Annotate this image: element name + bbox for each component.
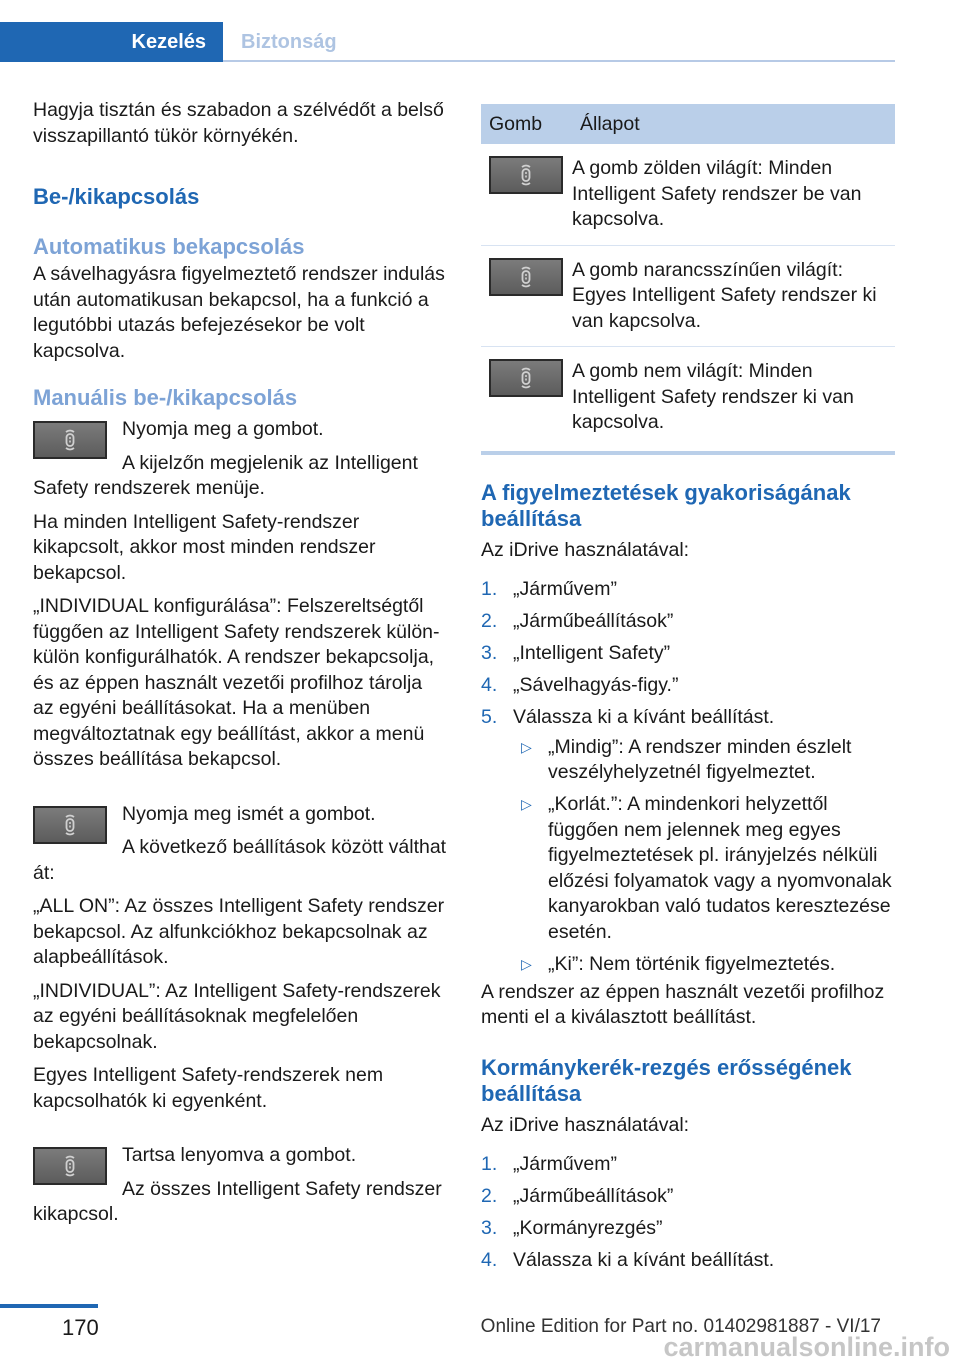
edition-footer: Online Edition for Part no. 01402981887 - VI/17 xyxy=(480,1316,881,1337)
menu-text: A kijelzőn megjelenik az Intelligent Safety rendszerek menüje. xyxy=(33,451,418,499)
vibration-steps xyxy=(481,1152,895,1274)
safety-button-image-2 xyxy=(33,806,107,844)
list-item: 4. Válassza ki a kívánt beállítást. xyxy=(481,1249,775,1271)
safety-button-image-3 xyxy=(33,1147,107,1185)
page-number: 170 xyxy=(62,1315,99,1340)
list-item: 2. „Járműbeállítások” xyxy=(481,610,674,632)
automatic-text: A sávelhagyásra figyelmeztető rendszer indulás után automatikusan bekapcsol, ha a funkció a legutóbbi utazás befejezésekor be volt kapcsolva. xyxy=(33,263,445,362)
safety-icon xyxy=(516,266,536,288)
heading-on-off: Be-/kikapcsolás xyxy=(33,184,200,209)
heading-automatic: Automatikus bekapcsolás xyxy=(33,234,305,259)
list-item: 2. „Járműbeállítások” xyxy=(481,1185,674,1207)
table-header-state: Állapot xyxy=(572,104,895,144)
table-row xyxy=(481,245,895,347)
heading-manual: Manuális be-/kikapcsolás xyxy=(33,385,298,410)
page-number-rule xyxy=(0,1304,98,1308)
safety-icon xyxy=(516,367,536,389)
safety-button-image xyxy=(489,359,563,397)
all-off-text: Az összes Intelligent Safety rendszer kikapcsol. xyxy=(33,1177,442,1225)
all-on-text: Ha minden Intelligent Safety-rendszer kikapcsolt, akkor most minden rendszer bekapcsol. xyxy=(33,510,376,584)
safety-button-image xyxy=(489,156,563,194)
heading-steering-vibration: Kormánykerék-rezgés erősségének beállítása xyxy=(481,1054,852,1106)
list-item: 1. „Járművem” xyxy=(481,578,618,600)
table-row xyxy=(481,347,895,448)
triangle-bullet-icon: ▷ xyxy=(521,796,532,812)
list-item: 5. Válassza ki a kívánt beállítást. ▷ „Mindig”: A rendszer minden észlelt veszélyhelyzetnél figyelmeztet. ▷ „Korlát.”: A mindenkori helyzettől függően nem jelennek meg egyes figyelmeztetések pl. irányjelzés nélküli előzési folyamatok vagy a nyomvonalak kanyarokban való tudatos keresztezése esetén. ▷ „Ki”: Nem történik figyelmeztetés. xyxy=(481,705,895,977)
option-item: ▷ „Ki”: Nem történik figyelmeztetés. xyxy=(513,952,895,978)
left-column xyxy=(33,98,448,1236)
triangle-bullet-icon: ▷ xyxy=(521,955,532,972)
table-header-button: Gomb xyxy=(481,104,572,144)
hold-instruction: Tartsa lenyomva a gombot. xyxy=(122,1144,357,1166)
press-again-instruction: Nyomja meg ismét a gombot. xyxy=(122,802,376,825)
list-item: 3. „Intelligent Safety” xyxy=(481,642,671,664)
state-cell: A gomb nem világít: Minden Intelligent Safety rendszer ki van kapcsolva. xyxy=(572,360,854,433)
idrive-intro-2: Az iDrive használatával: xyxy=(481,1113,690,1136)
right-column xyxy=(481,104,895,1280)
list-item: 4. „Sávelhagyás-figy.” xyxy=(481,674,679,696)
option-item: ▷ „Korlát.”: A mindenkori helyzettől függően nem jelennek meg egyes figyelmeztetések pl. irányjelzés nélküli előzési folyamatok vagy a nyomvonalak kanyarokban való tudatos keresztezése esetén. xyxy=(521,793,892,943)
individual-config-text: „INDIVIDUAL konfigurálása”: Felszereltségtől függően az Intelligent Safety rendszerek külön-külön konfigurálhatók. A rendszer bekapcsolja, és az éppen használt vezetői profilhoz tárolja az egyéni beállításokat. Ha a menüben megváltoztatnak egy beállítást, akkor a menü összes beállítása bekapcsol. xyxy=(33,595,440,770)
safety-icon xyxy=(60,814,80,836)
individual-option-text: „INDIVIDUAL”: Az Intelligent Safety-rendszerek az egyéni beállításoknak megfelelően bekapcsolnak. xyxy=(33,979,441,1053)
option-item: ▷ „Mindig”: A rendszer minden észlelt veszélyhelyzetnél figyelmeztet. xyxy=(521,735,852,783)
safety-icon xyxy=(60,429,80,451)
safety-button-image xyxy=(489,258,563,296)
heading-warning-frequency: A figyelmeztetések gyakoriságának beállítása xyxy=(481,479,851,531)
button-cell xyxy=(481,347,572,448)
button-state-table xyxy=(481,104,895,448)
table-bottom-rule xyxy=(481,451,895,455)
state-cell: A gomb narancsszínűen világít: Egyes Intelligent Safety rendszer ki van kapcsolva. xyxy=(572,245,895,347)
tab-biztonsag[interactable]: Biztonság xyxy=(241,30,337,53)
option-list xyxy=(513,735,895,978)
safety-button-image xyxy=(33,421,107,459)
tab-kezeles[interactable]: Kezelés xyxy=(0,22,223,62)
intro-text: Hagyja tisztán és szabadon a szélvédőt a belső visszapillantó tükör környékén. xyxy=(33,99,444,147)
safety-icon xyxy=(60,1155,80,1177)
triangle-bullet-icon: ▷ xyxy=(521,738,532,755)
button-cell xyxy=(481,144,572,245)
some-systems-text: Egyes Intelligent Safety-rendszerek nem kapcsolhatók ki egyenként. xyxy=(33,1064,384,1112)
state-cell: A gomb zölden világít: Minden Intelligent Safety rendszer be van kapcsolva. xyxy=(572,144,895,245)
list-item: 3. „Kormányrezgés” xyxy=(481,1217,663,1239)
safety-icon xyxy=(516,164,536,186)
switch-text: A következő beállítások között válthat át: xyxy=(33,836,447,884)
frequency-steps xyxy=(481,577,895,977)
profile-note: A rendszer az éppen használt vezetői profilhoz menti el a kiválasztott beállítást. xyxy=(481,980,885,1028)
table-row xyxy=(481,144,895,245)
list-item: 1. „Járművem” xyxy=(481,1153,618,1175)
idrive-intro: Az iDrive használatával: xyxy=(481,538,690,561)
all-on-option-text: „ALL ON”: Az összes Intelligent Safety rendszer bekapcsol. Az alfunkciókhoz bekapcsolnak az alapbeállítások. xyxy=(33,895,445,968)
chapter-tabs xyxy=(0,22,895,62)
tab-divider xyxy=(223,60,895,62)
button-cell xyxy=(481,245,572,347)
press-instruction: Nyomja meg a gombot. xyxy=(122,418,324,440)
watermark: carmanualsonline.info xyxy=(663,1332,950,1362)
